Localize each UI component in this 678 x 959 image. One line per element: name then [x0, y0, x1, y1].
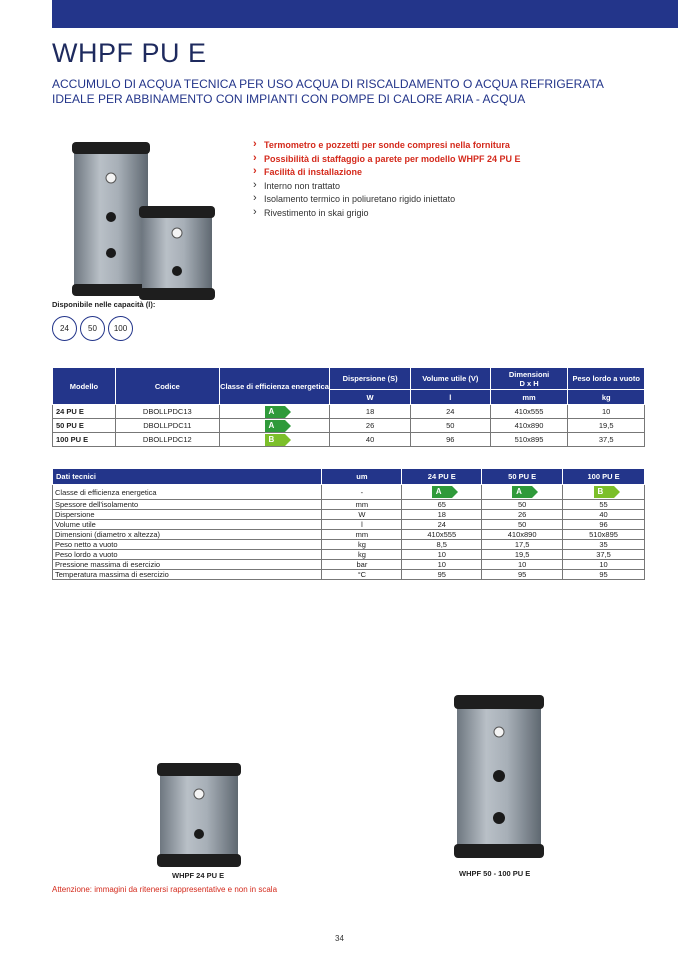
value-cell: 10: [482, 560, 563, 570]
caption-small-model: WHPF 24 PU E: [172, 871, 225, 880]
efficiency-cell: [219, 405, 330, 419]
value-cell: [402, 485, 482, 500]
feature-item: › Isolamento termico in poliuretano rigido iniettato: [252, 193, 521, 207]
dispersion-cell: 18: [330, 405, 411, 419]
value-cell: 55: [563, 500, 645, 510]
header-bar: [52, 0, 678, 28]
col-header-dispersion: Dispersione (S): [330, 368, 411, 390]
row-label: Volume utile: [53, 520, 322, 530]
dispersion-cell: 40: [330, 433, 411, 447]
value-cell: [563, 485, 645, 500]
capacity-circle: 100: [108, 316, 133, 341]
unit-cell: -: [322, 485, 402, 500]
summary-table: [52, 367, 645, 447]
unit-weight: kg: [568, 390, 645, 405]
value-cell: 410x555: [402, 530, 482, 540]
small-tank-image: [156, 762, 242, 868]
dispersion-cell: 26: [330, 419, 411, 433]
row-label: Dimensioni (diametro x altezza): [53, 530, 322, 540]
feature-item: › Termometro e pozzetti per sonde compresi nella fornitura: [252, 139, 521, 153]
tech-data-table: [52, 468, 645, 580]
page-title: WHPF PU E: [52, 38, 207, 68]
dimensions-cell: 410x890: [490, 419, 568, 433]
value-cell: 8,5: [402, 540, 482, 550]
value-cell: 40: [563, 510, 645, 520]
table-row: [53, 550, 645, 560]
value-cell: 95: [482, 570, 563, 580]
unit-dimensions: mm: [490, 390, 568, 405]
efficiency-badge: A: [265, 420, 285, 432]
feature-item: › Facilità di installazione: [252, 166, 521, 180]
value-cell: 65: [402, 500, 482, 510]
subtitle-line-1: ACCUMULO DI ACQUA TECNICA PER USO ACQUA DI RISCALDAMENTO O ACQUA REFRIGERATA: [52, 77, 604, 91]
dimensions-sub-label: D x H: [519, 378, 539, 388]
row-label: Pressione massima di esercizio: [53, 560, 322, 570]
efficiency-badge: A: [432, 486, 452, 498]
volume-cell: 24: [410, 405, 490, 419]
feature-item: › Possibilità di staffaggio a parete per modello WHPF 24 PU E: [252, 153, 521, 167]
unit-cell: °C: [322, 570, 402, 580]
value-cell: 95: [402, 570, 482, 580]
subtitle-line-2: IDEALE PER ABBINAMENTO CON IMPIANTI CON POMPE DI CALORE ARIA - ACQUA: [52, 91, 526, 106]
feature-item: › Interno non trattato: [252, 180, 521, 194]
value-cell: 10: [563, 560, 645, 570]
value-cell: 19,5: [482, 550, 563, 560]
unit-cell: kg: [322, 540, 402, 550]
row-label: Dispersione: [53, 510, 322, 520]
value-cell: 37,5: [563, 550, 645, 560]
value-cell: 18: [402, 510, 482, 520]
unit-cell: mm: [322, 530, 402, 540]
efficiency-badge: A: [265, 406, 285, 418]
row-label: Spessore dell'isolamento: [53, 500, 322, 510]
table-row: [53, 570, 645, 580]
weight-cell: 37,5: [568, 433, 645, 447]
value-cell: 17,5: [482, 540, 563, 550]
efficiency-badge: B: [594, 486, 614, 498]
col-header-24: 24 PU E: [402, 469, 482, 485]
caption-large-model: WHPF 50 - 100 PU E: [459, 869, 531, 878]
unit-cell: mm: [322, 500, 402, 510]
table-row: [53, 520, 645, 530]
volume-cell: 96: [410, 433, 490, 447]
value-cell: 96: [563, 520, 645, 530]
small-tank-illustration: [139, 206, 215, 300]
table-row: [53, 510, 645, 520]
col-header-efficiency: Classe di efficienza energetica: [219, 368, 330, 405]
row-label: Peso netto a vuoto: [53, 540, 322, 550]
model-cell: 24 PU E: [53, 405, 116, 419]
unit-dispersion: W: [330, 390, 411, 405]
features-list: [252, 139, 521, 220]
value-cell: 24: [402, 520, 482, 530]
value-cell: 95: [563, 570, 645, 580]
table-row: [53, 560, 645, 570]
col-header-dimensions: [490, 368, 568, 390]
row-label: Classe di efficienza energetica: [53, 485, 322, 500]
table-row: [53, 405, 645, 419]
efficiency-cell: [219, 419, 330, 433]
dimensions-label: Dimensioni: [508, 369, 550, 379]
unit-cell: l: [322, 520, 402, 530]
capacity-circle: 24: [52, 316, 77, 341]
efficiency-badge: A: [512, 486, 532, 498]
table-row: [53, 540, 645, 550]
table-row: [53, 500, 645, 510]
disclaimer-note: Attenzione: immagini da ritenersi rappresentative e non in scala: [52, 885, 278, 894]
value-cell: 510x895: [563, 530, 645, 540]
unit-cell: kg: [322, 550, 402, 560]
unit-volume: l: [410, 390, 490, 405]
col-header-100: 100 PU E: [563, 469, 645, 485]
feature-item: › Rivestimento in skai grigio: [252, 207, 521, 221]
page-number: 34: [335, 934, 344, 943]
tall-tank-illustration: [72, 142, 150, 296]
volume-cell: 50: [410, 419, 490, 433]
value-cell: 10: [402, 560, 482, 570]
col-header-code: Codice: [115, 368, 219, 405]
value-cell: 50: [482, 500, 563, 510]
efficiency-cell: [219, 433, 330, 447]
code-cell: DBOLLPDC13: [115, 405, 219, 419]
efficiency-badge: B: [265, 434, 285, 446]
capacity-label: Disponibile nelle capacità (l):: [52, 300, 156, 309]
capacity-circles: [52, 316, 133, 341]
table-row: [53, 485, 645, 500]
value-cell: 26: [482, 510, 563, 520]
value-cell: 10: [402, 550, 482, 560]
value-cell: 410x890: [482, 530, 563, 540]
model-cell: 100 PU E: [53, 433, 116, 447]
col-header-weight: Peso lordo a vuoto: [568, 368, 645, 390]
row-label: Peso lordo a vuoto: [53, 550, 322, 560]
weight-cell: 19,5: [568, 419, 645, 433]
code-cell: DBOLLPDC11: [115, 419, 219, 433]
row-label: Temperatura massima di esercizio: [53, 570, 322, 580]
large-tank-image: [452, 694, 546, 860]
unit-cell: bar: [322, 560, 402, 570]
weight-cell: 10: [568, 405, 645, 419]
dimensions-cell: 510x895: [490, 433, 568, 447]
col-header-model: Modello: [53, 368, 116, 405]
value-cell: [482, 485, 563, 500]
dimensions-cell: 410x555: [490, 405, 568, 419]
page-subtitle: [52, 77, 604, 106]
value-cell: 35: [563, 540, 645, 550]
product-hero-image: [66, 138, 218, 304]
table-row: [53, 530, 645, 540]
table-row: [53, 433, 645, 447]
col-header-volume: Volume utile (V): [410, 368, 490, 390]
col-header-unit: um: [322, 469, 402, 485]
table-row: [53, 419, 645, 433]
col-header-50: 50 PU E: [482, 469, 563, 485]
col-header-tech-data: Dati tecnici: [53, 469, 322, 485]
unit-cell: W: [322, 510, 402, 520]
model-cell: 50 PU E: [53, 419, 116, 433]
value-cell: 50: [482, 520, 563, 530]
capacity-circle: 50: [80, 316, 105, 341]
code-cell: DBOLLPDC12: [115, 433, 219, 447]
